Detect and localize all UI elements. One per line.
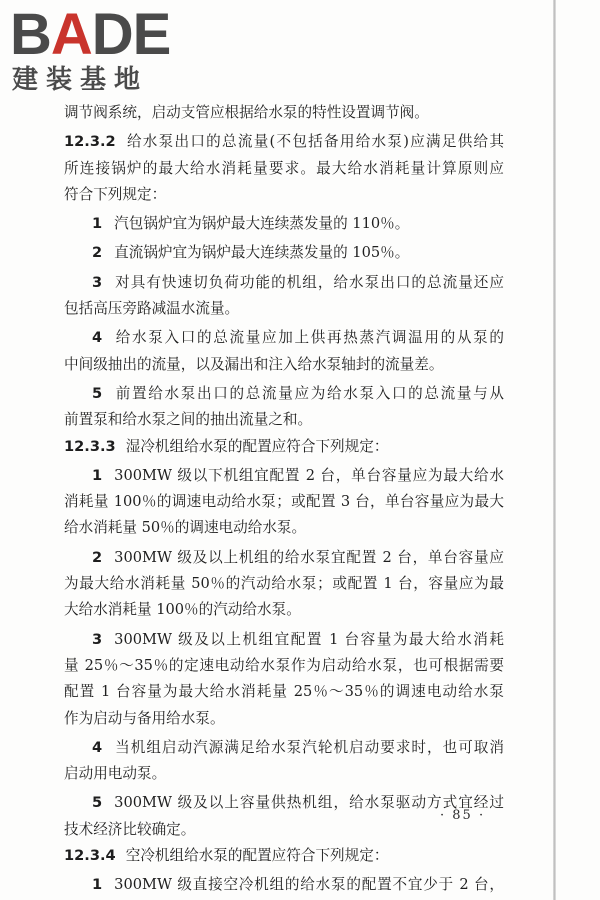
logo-subtitle: 建装基地: [12, 65, 149, 95]
list-item: 2 直流锅炉宜为锅炉最大连续蒸发量的 105％。: [92, 244, 410, 262]
clause-number: 12.3.4: [64, 847, 116, 865]
text-line: 作为启动与备用给水泵。: [64, 709, 225, 727]
text-line: 技术经济比较确定。: [64, 820, 196, 838]
list-item: 4 给水泵入口的总流量应加上供再热蒸汽调温用的从泵的: [92, 329, 504, 347]
logo-accent-letter: A: [50, 2, 92, 67]
text-line: 给水消耗量 50％的调速电动给水泵。: [64, 519, 307, 537]
bade-logo: [10, 2, 185, 96]
text-line: 消耗量 100％的调速电动给水泵；或配置 3 台，单台容量应为最大: [64, 493, 504, 511]
text-line: 前置泵和给水泵之间的抽出流量之和。: [64, 411, 313, 429]
logo-wordmark: BADE: [10, 2, 171, 67]
text-line: 符合下列规定：: [64, 185, 167, 203]
list-item: 4 当机组启动汽源满足给水泵汽轮机启动要求时，也可取消: [92, 738, 504, 756]
text-line: 配置 1 台容量为最大给水消耗量 25％～35％的调速电动给水泵: [64, 683, 504, 701]
clause-number: 12.3.3: [64, 437, 116, 455]
clause-12-3-3-first-line: 12.3.3 湿冷机组给水泵的配置应符合下列规定：: [64, 437, 389, 455]
clause-12-3-4-first-line: 12.3.4 空冷机组给水泵的配置应符合下列规定：: [64, 847, 389, 865]
document-body: [64, 100, 504, 899]
text-line: 启动用电动泵。: [64, 765, 167, 783]
list-item: 2 300MW 级及以上机组的给水泵宜配置 2 台，单台容量应: [92, 548, 504, 566]
list-item: 3 300MW 级及以上机组宜配置 1 台容量为最大给水消耗: [92, 630, 504, 648]
text-line: 为最大给水消耗量 50％的汽动给水泵；或配置 1 台，容量应为最: [64, 575, 504, 593]
list-item: 1 300MW 级直接空冷机组的给水泵的配置不宜少于 2 台，: [92, 876, 504, 894]
text-line: 中间级抽出的流量，以及漏出和注入给水泵轴封的流量差。: [64, 355, 444, 373]
page-number: · 85 ·: [440, 808, 486, 823]
clause-number: 12.3.2: [64, 133, 116, 151]
text-line: 量 25％～35％的定速电动给水泵作为启动给水泵，也可根据需要: [64, 656, 504, 674]
list-item: 5 300MW 级及以上容量供热机组，给水泵驱动方式宜经过: [92, 794, 504, 812]
list-item: 3 对具有快速切负荷功能的机组，给水泵出口的总流量还应: [92, 273, 504, 291]
list-item: 1 300MW 级以下机组宜配置 2 台，单台容量应为最大给水: [92, 466, 504, 484]
text-line: 调节阀系统，启动支管应根据给水泵的特性设置调节阀。: [64, 104, 429, 121]
text-line: 大给水消耗量 100％的汽动给水泵。: [64, 601, 301, 619]
text-line: 所连接锅炉的最大给水消耗量要求。最大给水消耗量计算原则应: [64, 159, 504, 177]
list-item: 1 汽包锅炉宜为锅炉最大连续蒸发量的 110％。: [92, 215, 410, 233]
list-item: 5 前置给水泵出口的总流量应为给水泵入口的总流量与从: [92, 384, 504, 402]
clause-12-3-2-first-line: 12.3.2 给水泵出口的总流量(不包括备用给水泵)应满足供给其: [64, 133, 504, 151]
text-line: 包括高压旁路减温水流量。: [64, 300, 240, 318]
page-binding-edge: [553, 0, 556, 900]
